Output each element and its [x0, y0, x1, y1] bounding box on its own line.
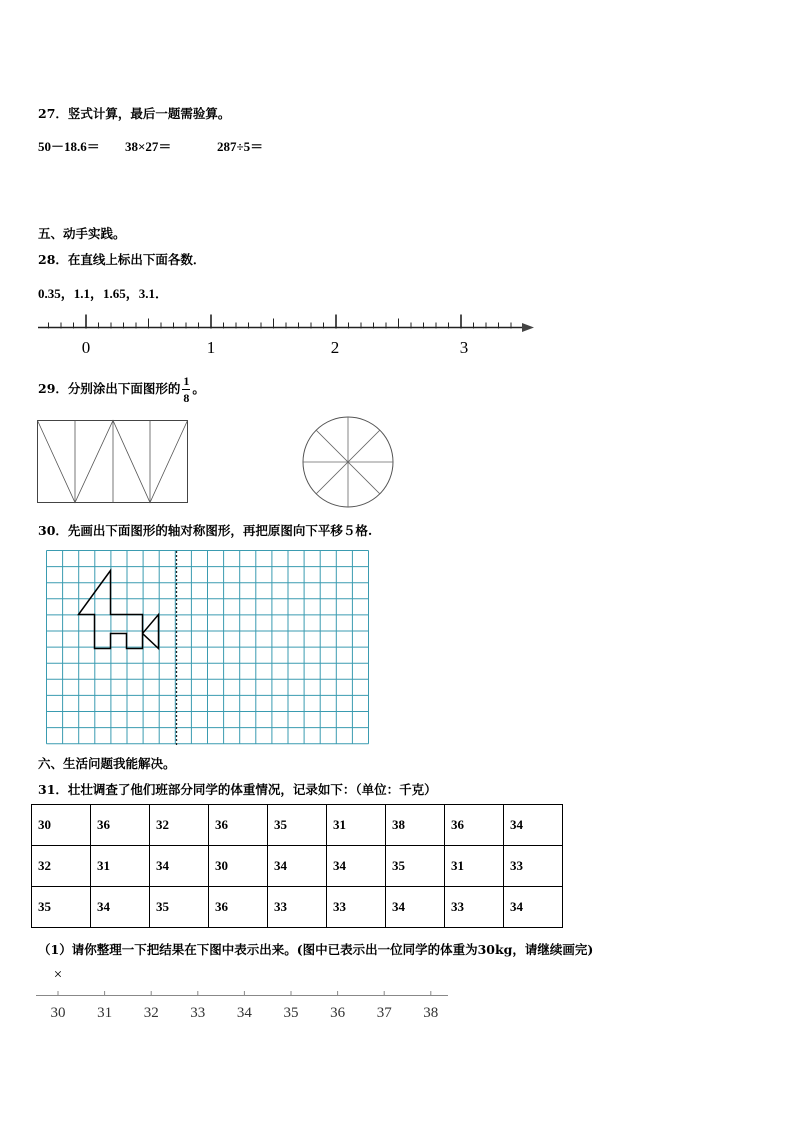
table-cell: 35	[150, 887, 209, 928]
table-cell: 33	[445, 887, 504, 928]
table-cell: 35	[268, 805, 327, 846]
table-cell: 36	[209, 805, 268, 846]
table-cell: 36	[209, 887, 268, 928]
table-row	[32, 887, 563, 928]
plot-label: 37	[376, 1005, 392, 1021]
plot-label: 34	[236, 1005, 252, 1021]
number-line-label-3: 3	[459, 338, 469, 357]
q27-item-3: 287÷5＝	[217, 139, 264, 154]
rectangle-zigzag-figure	[36, 419, 191, 505]
table-cell: 34	[150, 846, 209, 887]
table-cell: 32	[32, 846, 91, 887]
q31-sub1-prompt: （1）请你整理一下把结果在下图中表示出来。(图中已表示出一位同学的体重为30kg，请继续画完)	[38, 942, 594, 957]
q27-item-1: 50－18.6＝	[38, 139, 100, 154]
q27-prompt: 27．竖式计算，最后一题需验算。	[38, 106, 231, 121]
plot-label: 36	[330, 1005, 346, 1021]
table-row	[32, 846, 563, 887]
number-line-arrow-icon	[522, 323, 534, 332]
table-cell: 31	[445, 846, 504, 887]
number-line-label-2: 2	[330, 338, 340, 357]
weight-table	[31, 804, 563, 928]
table-cell: 34	[504, 887, 563, 928]
table-cell: 36	[91, 805, 150, 846]
fraction-denominator: 8	[183, 391, 190, 405]
table-cell: 30	[32, 805, 91, 846]
plot-label: 32	[143, 1005, 159, 1021]
table-cell: 34	[504, 805, 563, 846]
table-cell: 32	[150, 805, 209, 846]
q28-numbers: 0.35，1.1，1.65，3.1．	[38, 286, 169, 301]
number-line-ticks	[38, 315, 534, 333]
table-cell: 33	[268, 887, 327, 928]
plot-label: 35	[283, 1005, 299, 1021]
q31-prompt: 31．壮壮调查了他们班部分同学的体重情况，记录如下：（单位：千克）	[38, 782, 437, 797]
section-6-heading: 六、生活问题我能解决。	[38, 756, 176, 771]
q27-item-2: 38×27＝	[125, 139, 172, 154]
number-line-label-0: 0	[81, 338, 91, 357]
table-cell: 34	[91, 887, 150, 928]
weight-dot-plot	[30, 962, 460, 1024]
table-cell: 38	[386, 805, 445, 846]
table-row	[32, 805, 563, 846]
zigzag-line	[38, 421, 188, 503]
rectangle-outline	[38, 421, 188, 503]
plot-label: 30	[50, 1005, 66, 1021]
section-5-heading: 五、动手实践。	[38, 226, 126, 241]
table-cell: 31	[91, 846, 150, 887]
plot-label: 38	[423, 1005, 439, 1021]
number-line-label-1: 1	[206, 338, 216, 357]
table-cell: 36	[445, 805, 504, 846]
plot-mark: ×	[53, 967, 63, 983]
fraction-one-eighth	[182, 375, 190, 404]
q28-number-line	[30, 308, 550, 358]
q30-prompt: 30．先画出下面图形的轴对称图形，再把原图向下平移５格.	[38, 523, 373, 538]
q29-prompt-text: 29．分别涂出下面图形的	[38, 381, 181, 396]
q29-prompt	[38, 374, 205, 404]
plot-label: 31	[97, 1005, 113, 1021]
grid-figure	[40, 545, 380, 751]
table-cell: 31	[327, 805, 386, 846]
table-cell: 35	[32, 887, 91, 928]
q28-prompt: 28．在直线上标出下面各数．	[38, 252, 206, 267]
table-cell: 34	[386, 887, 445, 928]
table-cell: 33	[504, 846, 563, 887]
fraction-numerator: 1	[183, 374, 190, 388]
plot-label: 33	[190, 1005, 206, 1021]
table-cell: 33	[327, 887, 386, 928]
table-cell: 34	[268, 846, 327, 887]
table-cell: 34	[327, 846, 386, 887]
q29-prompt-end: 。	[192, 381, 205, 396]
circle-eighths-figure	[300, 416, 398, 510]
table-cell: 30	[209, 846, 268, 887]
table-cell: 35	[386, 846, 445, 887]
